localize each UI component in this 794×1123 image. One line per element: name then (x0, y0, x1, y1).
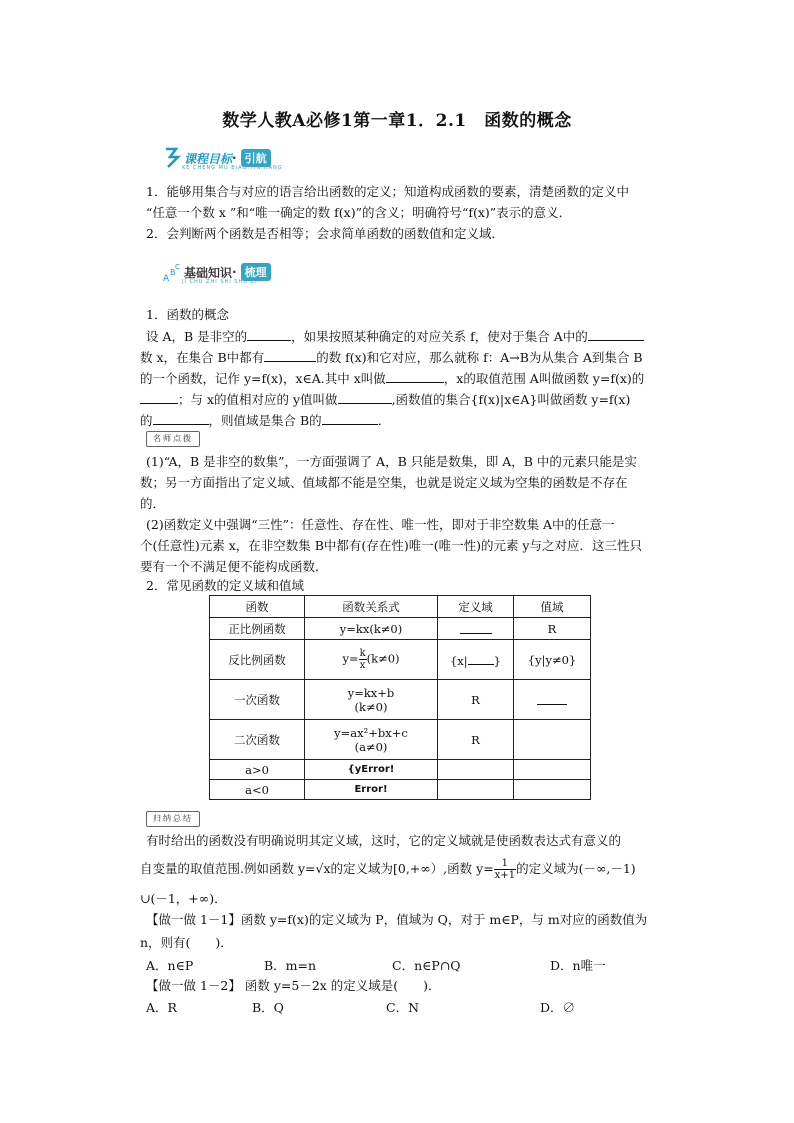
table-cell: a>0 (210, 760, 305, 780)
section-banner-basics: A B C 基础知识 · 梳理 JI CHU ZHI SHI SHU LI (162, 258, 271, 286)
table-cell: {x| } (438, 640, 514, 680)
section-banner-objectives: 课程目标 · 引航 KE CHENG MU BIAO YIN HANG (162, 144, 271, 172)
exercise-option: A．R (146, 1000, 177, 1015)
objective-line: 1．能够用集合与对应的语言给出函数的定义；知道构成函数的要素，清楚函数的定义中 (146, 184, 629, 199)
tip-badge: 名师点拨 (146, 431, 200, 447)
concept-line: 的 ，则值域是集合 B的 ． (140, 413, 391, 428)
header-cell: 定义域 (438, 596, 514, 618)
runner-icon (162, 147, 182, 169)
exercise-option: C．n∈P∩Q (392, 958, 461, 973)
summary-line: 自变量的取值范围.例如函数 y=√x的定义域为[0,+∞）,函数 y= $\frac{1}{x+1}$ 的定义域为(－∞,－1) (140, 858, 636, 881)
table-cell-fraction: y= $\frac{k}{x}$ (k≠0) (305, 640, 438, 680)
concept-line: ；与 x的值相对应的 y值叫做 ,函数值的集合{f(x)|x∈A}叫做函数 y=f(x) (140, 391, 630, 408)
summary-line: ∪(－1，+∞)． (140, 891, 227, 906)
exercise-option: B．m=n (264, 958, 317, 973)
table-cell: y=kx+b (k≠0) (305, 680, 438, 720)
summary-line: 有时给出的函数没有明确说明其定义域，这时，它的定义域就是使函数表达式有意义的 (146, 833, 622, 848)
table-cell: {yError! (305, 760, 438, 780)
exercise-option: C．N (386, 1000, 420, 1015)
table-cell-blank (438, 618, 514, 640)
table-cell: R (514, 618, 591, 640)
exercise-option: D．n唯一 (550, 958, 606, 973)
tip-line: (2)函数定义中强调“三性”：任意性、存在性、唯一性，即对于非空数集 A中的任意一 (146, 517, 615, 532)
exercise-option: A．n∈P (146, 958, 194, 973)
table-cell: 二次函数 (210, 720, 305, 760)
banner-subtitle: JI CHU ZHI SHI SHU LI (182, 279, 257, 285)
exercise-stem: 【做一做 1－1】函数 y=f(x)的定义域为 P，值域为 Q，对于 m∈P，与 m对应的函数值为 (146, 912, 648, 927)
table-cell: 正比例函数 (210, 618, 305, 640)
concept-heading: 1．函数的概念 (146, 307, 229, 322)
table-row (210, 640, 591, 680)
exercise-option: D．∅ (540, 1000, 576, 1015)
table-cell-empty (438, 780, 514, 800)
table-cell: y=kx(k≠0) (305, 618, 438, 640)
banner-subtitle: KE CHENG MU BIAO YIN HANG (182, 165, 283, 171)
concept-line: 的一个函数，记作 y=f(x)，x∈A.其中 x叫做 ，x的取值范围 A叫做函数 y=f(x)的 (140, 371, 645, 386)
table-cell: {y|y≠0} (514, 640, 591, 680)
table-cell: a<0 (210, 780, 305, 800)
tip-line: (1)“A，B 是非空的数集”，一方面强调了 A，B 只能是数集，即 A，B 中的元素只能是实 (146, 454, 637, 469)
functions-table (209, 595, 591, 800)
banner-tag: 梳理 (241, 263, 271, 281)
table-cell-empty (438, 760, 514, 780)
table-cell: Error! (305, 780, 438, 800)
concept-line: 设 A，B 是非空的 ，如果按照某种确定的对应关系 f，使对于集合 A中的 (146, 328, 644, 345)
table-row (210, 618, 591, 640)
table-cell: y=ax²+bx+c (a≠0) (305, 720, 438, 760)
tip-line: 个(任意性)元素 x，在非空数集 B中都有(存在性)唯一(唯一性)的元素 y与之对应．这三性只 (140, 538, 642, 553)
tip-line: 数；另一方面指出了定义域、值域都不能是空集，也就是说定义域为空集的函数是不存在 (140, 475, 628, 490)
table-heading: 2．常见函数的定义域和值域 (146, 578, 304, 593)
objective-line: “任意一个数 x ”和“唯一确定的数 f(x)”的含义；明确符号“f(x)”表示的意义． (146, 205, 572, 220)
exercise-option: B．Q (252, 1000, 284, 1015)
concept-line: 数 x，在集合 B中都有 的数 f(x)和它对应，那么就称 f：A→B为从集合 A到集合 B (140, 350, 643, 365)
table-header-row (210, 596, 591, 618)
table-cell-empty (514, 720, 591, 760)
svg-text:A: A (163, 274, 170, 283)
abc-icon (162, 261, 182, 283)
table-cell: R (438, 680, 514, 720)
svg-text:C: C (175, 263, 180, 271)
exercise-stem: 【做一做 1－2】 函数 y=5－2x 的定义域是( )． (146, 978, 441, 993)
summary-badge: 归纳总结 (146, 811, 200, 827)
table-cell: R (438, 720, 514, 760)
exercise-stem: n，则有( )． (140, 935, 233, 950)
banner-label: 课程目标 (184, 151, 233, 166)
header-cell: 函数关系式 (305, 596, 438, 618)
table-cell-blank (514, 680, 591, 720)
tip-line: 要有一个不满足便不能构成函数． (140, 559, 328, 574)
table-row (210, 720, 591, 760)
banner-label: 基础知识 (184, 265, 233, 280)
table-cell: 一次函数 (210, 680, 305, 720)
table-cell-empty (514, 760, 591, 780)
header-cell: 值域 (514, 596, 591, 618)
banner-tag: 引航 (241, 149, 271, 167)
table-cell-empty (514, 780, 591, 800)
table-row (210, 760, 591, 780)
tip-line: 的． (140, 496, 166, 511)
table-cell: 反比例函数 (210, 640, 305, 680)
svg-text:B: B (170, 268, 176, 277)
table-row (210, 680, 591, 720)
page-title: 数学人教A必修1第一章1．2.1 函数的概念 (222, 111, 572, 131)
objective-line: 2．会判断两个函数是否相等；会求简单函数的函数值和定义域． (146, 226, 504, 241)
header-cell: 函数 (210, 596, 305, 618)
table-row (210, 780, 591, 800)
